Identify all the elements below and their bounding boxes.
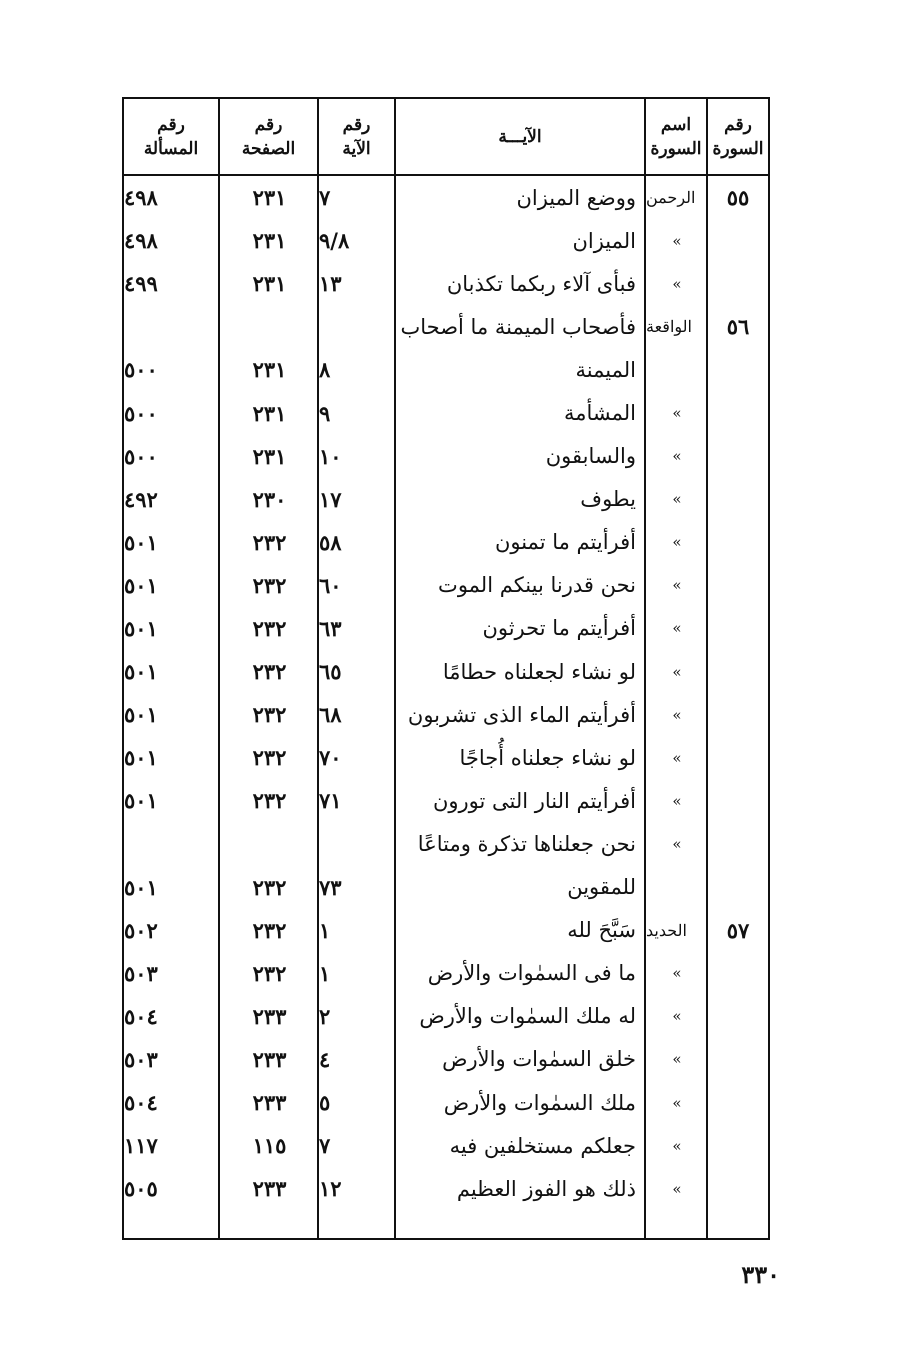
aya-number-cell: ١٠ <box>319 443 342 469</box>
table-row <box>124 262 768 305</box>
page-number-cell: ٢٣٢ <box>252 874 287 900</box>
table-row <box>124 607 768 650</box>
masala-number-cell: ٥٠٥ <box>124 1176 158 1202</box>
table-row <box>124 952 768 995</box>
aya-text-cell: سَبَّحَ لله <box>567 918 636 943</box>
masala-number-cell: ١١٧ <box>124 1133 158 1159</box>
aya-number-cell: ٩/٨ <box>319 228 350 254</box>
surah-number-cell <box>708 478 768 521</box>
page-number-cell: ٢٣١ <box>252 228 287 254</box>
surah-number-cell <box>708 822 768 865</box>
surah-name-cell: الحديد <box>646 920 687 940</box>
header-line: الآية <box>342 139 371 159</box>
aya-number-cell: ١٧ <box>319 486 342 512</box>
aya-text-cell: ما فى السمٰوات والأرض <box>427 961 636 986</box>
table-row <box>124 822 768 865</box>
header-line: المسألة <box>143 139 199 159</box>
surah-number-cell <box>708 952 768 995</box>
surah-number-cell <box>708 866 768 909</box>
header-line: رقم <box>342 115 371 135</box>
table-row <box>124 435 768 478</box>
aya-text-cell: والسابقون <box>545 444 636 469</box>
masala-number-cell: ٥٠٠ <box>124 357 158 383</box>
header-page-number <box>220 99 317 175</box>
page-number-cell: ٢٣١ <box>252 185 287 211</box>
aya-number-cell: ١ <box>319 960 331 986</box>
page-number: ٣٣٠ <box>741 1260 780 1289</box>
masala-number-cell: ٥٠٠ <box>124 400 158 426</box>
page-number-cell: ٢٣٢ <box>252 960 287 986</box>
page-number-cell: ٢٣٣ <box>252 1003 287 1029</box>
header-line: رقم <box>254 115 283 135</box>
surah-name-cell: » <box>672 1050 682 1069</box>
aya-number-cell: ٥٨ <box>319 529 342 555</box>
surah-name-cell: » <box>672 1007 682 1026</box>
header-surah-number <box>708 99 768 175</box>
page-number-cell <box>220 305 319 348</box>
surah-number-cell <box>708 650 768 693</box>
aya-number-cell: ٧ <box>319 185 331 211</box>
header-masala-number <box>124 99 218 175</box>
aya-text-cell: ذلك هو الفوز العظيم <box>456 1176 636 1201</box>
masala-number-cell: ٥٠١ <box>124 874 158 900</box>
masala-number-cell: ٥٠١ <box>124 659 158 685</box>
masala-number-cell: ٥٠٤ <box>124 1090 158 1116</box>
surah-name-cell: الواقعة <box>646 317 692 337</box>
aya-text-cell: الميزان <box>572 228 636 253</box>
table-row <box>124 1081 768 1124</box>
surah-name-cell: » <box>672 490 682 509</box>
surah-name-cell: » <box>672 1136 682 1155</box>
page-number-cell: ٢٣٣ <box>252 1046 287 1072</box>
surah-name-cell: » <box>672 576 682 595</box>
aya-number-cell: ٦٠ <box>319 572 342 598</box>
masala-number-cell: ٥٠١ <box>124 615 158 641</box>
masala-number-cell: ٥٠١ <box>124 702 158 728</box>
aya-text-cell: المشأمة <box>563 401 636 426</box>
table-row <box>124 736 768 779</box>
surah-number-cell: ٥٦ <box>726 314 750 340</box>
aya-text-cell: أفرأيتم ما تحرثون <box>482 616 636 641</box>
page-number-cell: ٢٣٢ <box>252 788 287 814</box>
masala-number-cell: ٥٠١ <box>124 745 158 771</box>
surah-number-cell <box>708 693 768 736</box>
aya-text-cell: لو نشاء جعلناه أُجاجًا <box>459 745 636 770</box>
page-number-cell: ٢٣١ <box>252 357 287 383</box>
masala-number-cell: ٥٠٤ <box>124 1003 158 1029</box>
table-row <box>124 779 768 822</box>
header-aya <box>396 99 644 175</box>
table-row <box>124 1124 768 1167</box>
masala-number-cell: ٥٠١ <box>124 788 158 814</box>
aya-text-cell: لو نشاء لجعلناه حطامًا <box>442 659 636 684</box>
surah-name-cell: » <box>672 964 682 983</box>
page-number-cell: ٢٣١ <box>252 443 287 469</box>
header-line: رقم <box>157 115 185 135</box>
page-number-cell: ٢٣٠ <box>252 486 287 512</box>
masala-number-cell: ٤٩٨ <box>124 228 158 254</box>
surah-name-cell <box>646 348 708 391</box>
aya-text-cell: أفرأيتم الماء الذى تشربون <box>407 702 636 727</box>
table-row <box>124 391 768 434</box>
aya-number-cell: ٧ <box>319 1133 331 1159</box>
aya-number-cell: ٧١ <box>319 788 342 814</box>
surah-name-cell: » <box>672 231 682 250</box>
surah-name-cell: الرحمن <box>646 188 696 208</box>
masala-number-cell: ٤٩٢ <box>124 486 158 512</box>
masala-number-cell: ٥٠٣ <box>124 960 158 986</box>
aya-number-cell: ١ <box>319 917 331 943</box>
header-line: رقم <box>724 115 752 135</box>
page-number-cell: ٢٣٣ <box>252 1176 287 1202</box>
page-number-cell: ٢٣٣ <box>252 1090 287 1116</box>
table-row <box>124 866 768 909</box>
page-number-cell: ٢٣٢ <box>252 917 287 943</box>
table-row <box>124 176 768 219</box>
aya-number-cell: ٦٣ <box>319 615 342 641</box>
header-aya-number <box>319 99 394 175</box>
masala-number-cell: ٥٠١ <box>124 529 158 555</box>
masala-number-cell: ٥٠٣ <box>124 1046 158 1072</box>
table-row <box>124 909 768 952</box>
aya-text-cell: للمقوين <box>567 875 636 900</box>
header-line: السورة <box>650 139 702 159</box>
masala-number-cell: ٥٠١ <box>124 572 158 598</box>
aya-number-cell: ١٣ <box>319 271 342 297</box>
aya-number-cell <box>319 305 396 348</box>
surah-name-cell: » <box>672 619 682 638</box>
page-number-cell: ٢٣٢ <box>252 745 287 771</box>
page-number-cell: ٢٣٢ <box>252 529 287 555</box>
surah-name-cell: » <box>672 533 682 552</box>
aya-text-cell: ووضع الميزان <box>516 185 636 210</box>
masala-number-cell: ٥٠٢ <box>124 917 158 943</box>
surah-name-cell <box>646 866 708 909</box>
aya-text-cell: خلق السمٰوات والأرض <box>442 1047 636 1072</box>
header-line: الآيـــة <box>498 127 542 147</box>
page-number-cell: ٢٣٢ <box>252 702 287 728</box>
header-surah-name <box>646 99 706 175</box>
surah-number-cell <box>708 1038 768 1081</box>
surah-name-cell: » <box>672 705 682 724</box>
surah-name-cell: » <box>672 404 682 423</box>
aya-number-cell: ٦٨ <box>319 702 342 728</box>
masala-number-cell: ٤٩٩ <box>124 271 158 297</box>
surah-number-cell <box>708 391 768 434</box>
masala-number-cell <box>124 822 220 865</box>
surah-number-cell <box>708 779 768 822</box>
surah-number-cell <box>708 1167 768 1210</box>
page-number-cell <box>220 822 319 865</box>
aya-text-cell: له ملك السمٰوات والأرض <box>419 1004 636 1029</box>
aya-text-cell: الميمنة <box>575 357 636 382</box>
table-row <box>124 305 768 348</box>
aya-text-cell: يطوف <box>580 487 636 512</box>
table-row <box>124 995 768 1038</box>
table-row <box>124 564 768 607</box>
aya-text-cell: فأصحاب الميمنة ما أصحاب <box>400 314 636 339</box>
aya-number-cell: ٥ <box>319 1090 331 1116</box>
aya-number-cell: ٧٠ <box>319 745 342 771</box>
index-table <box>122 97 770 1240</box>
masala-number-cell: ٤٩٨ <box>124 185 158 211</box>
header-line: الصفحة <box>241 139 296 159</box>
aya-text-cell: ملك السمٰوات والأرض <box>443 1090 636 1115</box>
surah-name-cell: » <box>672 662 682 681</box>
table-row <box>124 693 768 736</box>
surah-number-cell <box>708 607 768 650</box>
page-number-cell: ٢٣٢ <box>252 659 287 685</box>
header-line: السورة <box>712 139 764 159</box>
masala-number-cell <box>124 305 220 348</box>
table-row <box>124 650 768 693</box>
page-number-cell: ٢٣٢ <box>252 572 287 598</box>
surah-name-cell: » <box>672 1179 682 1198</box>
surah-name-cell: » <box>672 447 682 466</box>
surah-number-cell <box>708 1124 768 1167</box>
surah-name-cell: » <box>672 274 682 293</box>
surah-name-cell: » <box>672 791 682 810</box>
aya-text-cell: أفرأيتم النار التى تورون <box>432 788 636 813</box>
header-line: اسم <box>660 115 692 135</box>
aya-text-cell: نحن جعلناها تذكرة ومتاعًا <box>417 831 636 856</box>
aya-text-cell: فبأى آلاء ربكما تكذبان <box>446 271 636 296</box>
aya-number-cell: ٨ <box>319 357 331 383</box>
surah-number-cell: ٥٧ <box>726 917 750 943</box>
table-row <box>124 1038 768 1081</box>
aya-text-cell: نحن قدرنا بينكم الموت <box>438 573 636 598</box>
aya-text-cell: أفرأيتم ما تمنون <box>494 530 636 555</box>
aya-text-cell: جعلكم مستخلفين فيه <box>449 1133 636 1158</box>
aya-number-cell: ١٢ <box>319 1176 342 1202</box>
aya-number-cell: ٢ <box>319 1003 331 1029</box>
page-number-cell: ٢٣١ <box>252 400 287 426</box>
aya-number-cell: ٤ <box>319 1046 331 1072</box>
surah-number-cell <box>708 564 768 607</box>
surah-number-cell <box>708 521 768 564</box>
surah-number-cell <box>708 736 768 779</box>
page-number-cell: ٢٣٢ <box>252 615 287 641</box>
surah-number-cell <box>708 219 768 262</box>
surah-number-cell <box>708 262 768 305</box>
table-body <box>124 176 768 1210</box>
aya-number-cell: ٦٥ <box>319 659 342 685</box>
surah-number-cell <box>708 995 768 1038</box>
aya-number-cell <box>319 822 396 865</box>
surah-name-cell: » <box>672 834 682 853</box>
table-row <box>124 478 768 521</box>
surah-number-cell <box>708 435 768 478</box>
masala-number-cell: ٥٠٠ <box>124 443 158 469</box>
table-row <box>124 219 768 262</box>
page-number-cell: ١١٥ <box>252 1133 287 1159</box>
surah-number-cell: ٥٥ <box>726 185 750 211</box>
aya-number-cell: ٩ <box>319 400 331 426</box>
table-row <box>124 1167 768 1210</box>
aya-number-cell: ٧٣ <box>319 874 342 900</box>
surah-number-cell <box>708 1081 768 1124</box>
table-row <box>124 348 768 391</box>
surah-number-cell <box>708 348 768 391</box>
surah-name-cell: » <box>672 748 682 767</box>
surah-name-cell: » <box>672 1093 682 1112</box>
page-number-cell: ٢٣١ <box>252 271 287 297</box>
table-row <box>124 521 768 564</box>
